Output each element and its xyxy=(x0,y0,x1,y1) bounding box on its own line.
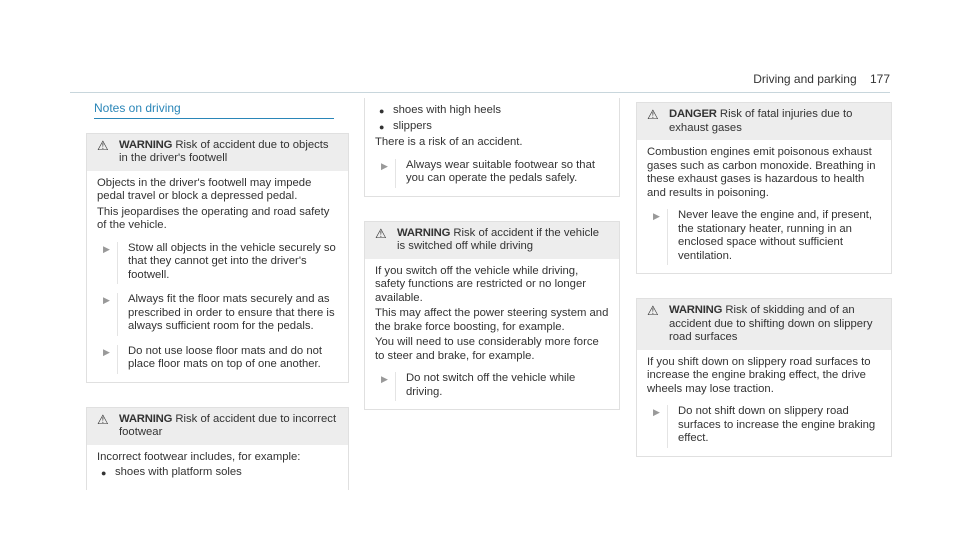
warning-keyword: WARNING xyxy=(397,226,451,239)
warning-header xyxy=(87,134,348,171)
danger-heading: Risk of fatal injuries due to exhaust gases xyxy=(669,108,853,134)
instruction: ▶ Do not use loose floor mats and do not place floor mats on top of one another. xyxy=(97,345,338,374)
bullet-icon: ● xyxy=(379,122,385,132)
danger-keyword: DANGER xyxy=(669,108,717,120)
column-3 xyxy=(636,102,892,457)
warning-box-objects xyxy=(86,133,349,383)
warning-keyword: WARNING xyxy=(119,412,173,425)
danger-header xyxy=(637,103,891,140)
warning-box-footwear xyxy=(86,407,349,491)
warning-body xyxy=(87,445,348,491)
warning-triangle-icon: ⚠ xyxy=(647,107,659,122)
warning-heading: Risk of accident due to objects in the driver's footwell xyxy=(119,138,329,164)
warning-body xyxy=(365,259,619,410)
page-header xyxy=(753,72,890,86)
play-arrow-icon: ▶ xyxy=(653,407,660,417)
paragraph: Combustion engines emit poisonous exhaust gases such as carbon monoxide. Breathing in these exhaust gases is hazardous to health and results in poisoning. xyxy=(647,146,876,199)
play-arrow-icon: ▶ xyxy=(653,211,660,221)
page-number: 177 xyxy=(869,72,890,86)
column-2 xyxy=(364,102,620,410)
column-1 xyxy=(86,102,349,490)
warning-keyword: WARNING xyxy=(119,138,173,151)
warning-keyword: WARNING xyxy=(669,304,723,316)
play-arrow-icon: ▶ xyxy=(381,160,388,171)
warning-box-footwear-cont xyxy=(364,98,620,197)
warning-triangle-icon: ⚠ xyxy=(647,303,659,318)
warning-box-switch-off xyxy=(364,221,620,411)
instruction: ▶ Never leave the engine and, if present, the stationary heater, running in an enclosed space without sufficient ventilation. xyxy=(647,209,881,265)
bullet-item: ● slippers xyxy=(375,120,609,134)
paragraph: Incorrect footwear includes, for example: xyxy=(97,450,301,463)
instruction: ▶ Always wear suitable footwear so that you can operate the pedals safely. xyxy=(375,159,609,188)
paragraph: You will need to use considerably more force to steer and brake, for example. xyxy=(375,336,599,362)
header-rule xyxy=(70,92,890,93)
bullet-item: ● shoes with platform soles xyxy=(97,466,338,480)
section-title: Notes on driving xyxy=(94,102,334,119)
play-arrow-icon: ▶ xyxy=(103,295,110,305)
bullet-icon: ● xyxy=(379,106,385,116)
bullet-item: ● shoes with high heels xyxy=(375,104,609,118)
warning-header xyxy=(87,408,348,445)
warning-body xyxy=(637,350,891,456)
warning-heading: Risk of accident if the vehicle is switched off while driving xyxy=(397,226,600,252)
paragraph: If you switch off the vehicle while driving, safety functions are restricted or no longer available. xyxy=(375,264,586,304)
paragraph: This may affect the power steering system and the brake force boosting, for example. xyxy=(375,307,609,333)
instruction: ▶ Do not switch off the vehicle while driving. xyxy=(375,372,609,401)
danger-box-exhaust xyxy=(636,102,892,274)
instruction: ▶ Do not shift down on slippery road surfaces to increase the engine braking effect. xyxy=(647,405,881,448)
warning-header xyxy=(637,299,891,350)
instruction: ▶ Stow all objects in the vehicle securely so that they cannot get into the driver's footwell. xyxy=(97,242,338,285)
paragraph: There is a risk of an accident. xyxy=(375,136,523,148)
paragraph: If you shift down on slippery road surfaces to increase the engine braking effect, the drive wheels may lose traction. xyxy=(647,355,871,395)
paragraph: Objects in the driver's footwell may impede pedal travel or block a depressed pedal. xyxy=(97,176,312,202)
danger-body xyxy=(637,140,891,273)
paragraph: This jeopardises the operating and road safety of the vehicle. xyxy=(97,205,330,231)
instruction: ▶ Always fit the floor mats securely and as prescribed in order to ensure that there is always sufficient room for the pedals. xyxy=(97,293,338,336)
warning-heading: Risk of accident due to incorrect footwear xyxy=(119,412,337,438)
warning-header xyxy=(365,222,619,259)
warning-heading: Risk of skidding and of an accident due to shifting down on slippery road surfaces xyxy=(669,304,873,343)
play-arrow-icon: ▶ xyxy=(103,346,110,357)
play-arrow-icon: ▶ xyxy=(103,243,110,254)
play-arrow-icon: ▶ xyxy=(381,374,388,384)
warning-box-skidding xyxy=(636,298,892,457)
warning-triangle-icon: ⚠ xyxy=(97,137,109,153)
bullet-icon: ● xyxy=(101,468,107,478)
warning-triangle-icon: ⚠ xyxy=(375,225,387,241)
section-name: Driving and parking xyxy=(753,72,857,86)
warning-triangle-icon: ⚠ xyxy=(97,411,109,427)
warning-body xyxy=(87,171,348,382)
